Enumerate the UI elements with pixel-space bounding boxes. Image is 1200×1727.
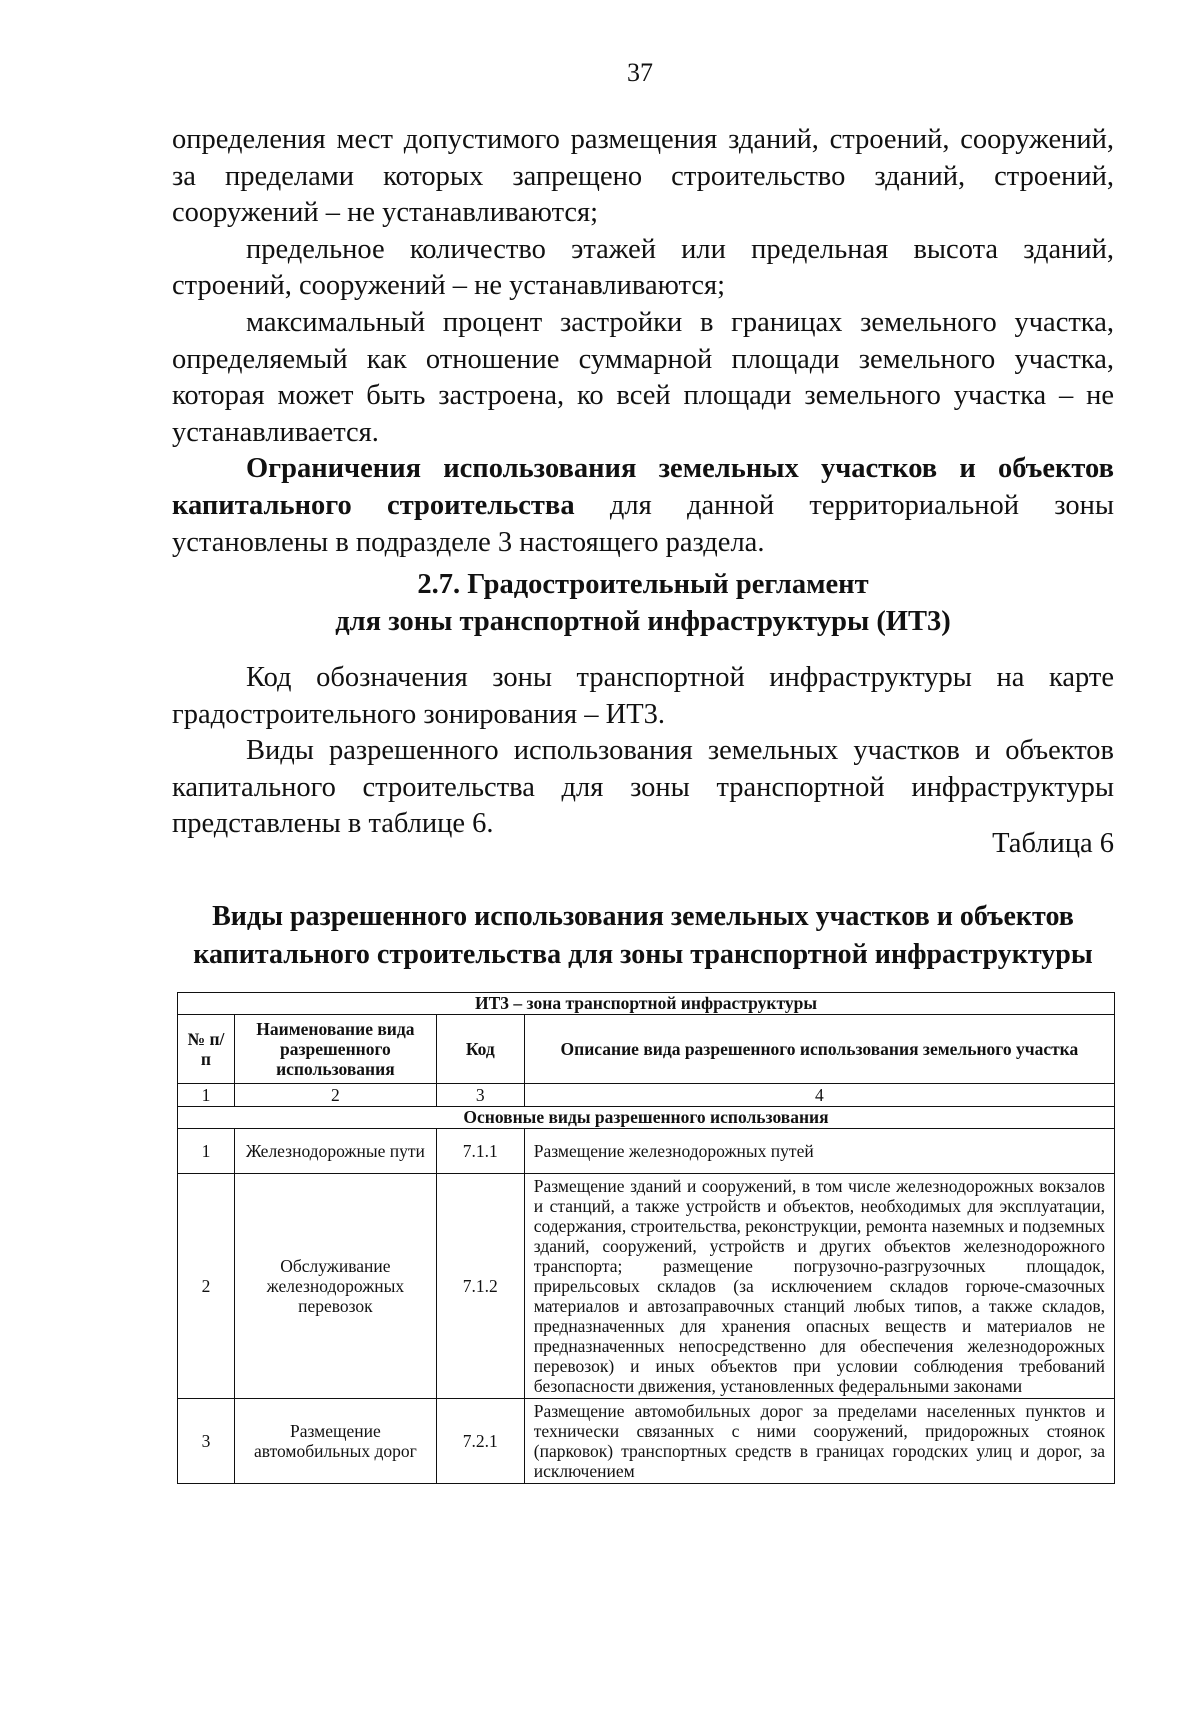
row-code: 7.1.2 bbox=[436, 1174, 524, 1399]
row-num: 2 bbox=[178, 1174, 235, 1399]
paragraph-floors-limit: предельное количество этажей или предельная высота зданий, строений, сооружений – не устанавливаются; bbox=[172, 233, 1114, 302]
table-row bbox=[178, 1129, 1115, 1174]
table-column-numbers-row bbox=[178, 1084, 1115, 1107]
column-number: 2 bbox=[234, 1084, 436, 1107]
row-num: 1 bbox=[178, 1129, 235, 1174]
section-heading-line1: 2.7. Градостроительный регламент bbox=[417, 569, 869, 600]
row-desc: Размещение автомобильных дорог за пределами населенных пунктов и технически связанных с ними сооружений, придорожных стоянок (парковок) транспортных средств в границах городских улиц и дорог, за исключением bbox=[524, 1399, 1114, 1484]
table-header-row bbox=[178, 1015, 1115, 1084]
header-code: Код bbox=[436, 1015, 524, 1084]
zone-header-cell: ИТ3 – зона транспортной инфраструктуры bbox=[178, 993, 1115, 1015]
row-desc: Размещение зданий и сооружений, в том числе железнодорожных вокзалов и станций, а также устройств и объектов, необходимых для эксплуатации, содержания, строительства, реконструкции, ремонта наземных и подземных зданий, сооружений, устройств и других объектов железнодорожного транспорта; размещение погрузочно-разгрузочных площадок, прирельсовых складов (за исключением складов горюче-смазочных материалов и автозаправочных станций любых типов, а также складов, предназначенных для хранения опасных веществ и материалов не предназначенных непосредственно для обеспечения железнодорожных перевозок) и иных объектов при условии соблюдения требований безопасности движения, установленных федеральными законами bbox=[524, 1174, 1114, 1399]
row-desc: Размещение железнодорожных путей bbox=[524, 1129, 1114, 1174]
restrictions-rest: для данной территориальной зоны установлены в подразделе 3 настоящего раздела. bbox=[172, 489, 1114, 558]
header-name: Наименование вида разрешенного использования bbox=[234, 1015, 436, 1084]
section-heading-line2: для зоны транспортной инфраструктуры (ИТ3) bbox=[335, 606, 951, 637]
table-caption: Таблица 6 bbox=[992, 828, 1114, 859]
header-desc: Описание вида разрешенного использования земельного участка bbox=[524, 1015, 1114, 1084]
table-row bbox=[178, 1174, 1115, 1399]
header-num: № п/п bbox=[178, 1015, 235, 1084]
body-text-section bbox=[172, 660, 1114, 843]
restrictions-bold: Ограничения использования земельных участков и объектов капитального строительства bbox=[172, 453, 1114, 521]
paragraph-zone-code: Код обозначения зоны транспортной инфраструктуры на карте градостроительного зонирования – ИТ3. bbox=[172, 662, 1114, 730]
table-title-line2: капитального строительства для зоны транспортной инфраструктуры bbox=[193, 939, 1093, 970]
paragraph-table-ref: Виды разрешенного использования земельных участков и объектов капитального строительства для зоны транспортной инфраструктуры представлены в таблице 6. bbox=[172, 735, 1114, 840]
permitted-uses-table bbox=[177, 992, 1115, 1484]
row-num: 3 bbox=[178, 1399, 235, 1484]
column-number: 4 bbox=[524, 1084, 1114, 1107]
row-code: 7.1.1 bbox=[436, 1129, 524, 1174]
paragraph-placement-limits: определения мест допустимого размещения зданий, строений, сооружений, за пределами которых запрещено строительство зданий, строений, сооружений – не устанавливаются; bbox=[172, 124, 1114, 229]
page-number: 37 bbox=[627, 58, 653, 87]
section-label-cell: Основные виды разрешенного использования bbox=[178, 1107, 1115, 1129]
column-number: 1 bbox=[178, 1084, 235, 1107]
table-title-line1: Виды разрешенного использования земельных участков и объектов bbox=[212, 901, 1074, 932]
row-name: Железнодорожные пути bbox=[234, 1129, 436, 1174]
table-zone-row bbox=[178, 993, 1115, 1015]
body-text-top bbox=[172, 122, 1114, 561]
row-name: Обслуживание железнодорожных перевозок bbox=[234, 1174, 436, 1399]
paragraph-build-percent: максимальный процент застройки в границах земельного участка, определяемый как отношение суммарной площади земельного участка, которая может быть застроена, ко всей площади земельного участка – не устанавливается. bbox=[172, 306, 1114, 448]
row-name: Размещение автомобильных дорог bbox=[234, 1399, 436, 1484]
paragraph-restrictions bbox=[172, 451, 1114, 561]
row-code: 7.2.1 bbox=[436, 1399, 524, 1484]
column-number: 3 bbox=[436, 1084, 524, 1107]
table-row bbox=[178, 1399, 1115, 1484]
table-title bbox=[172, 898, 1114, 974]
table-section-row bbox=[178, 1107, 1115, 1129]
